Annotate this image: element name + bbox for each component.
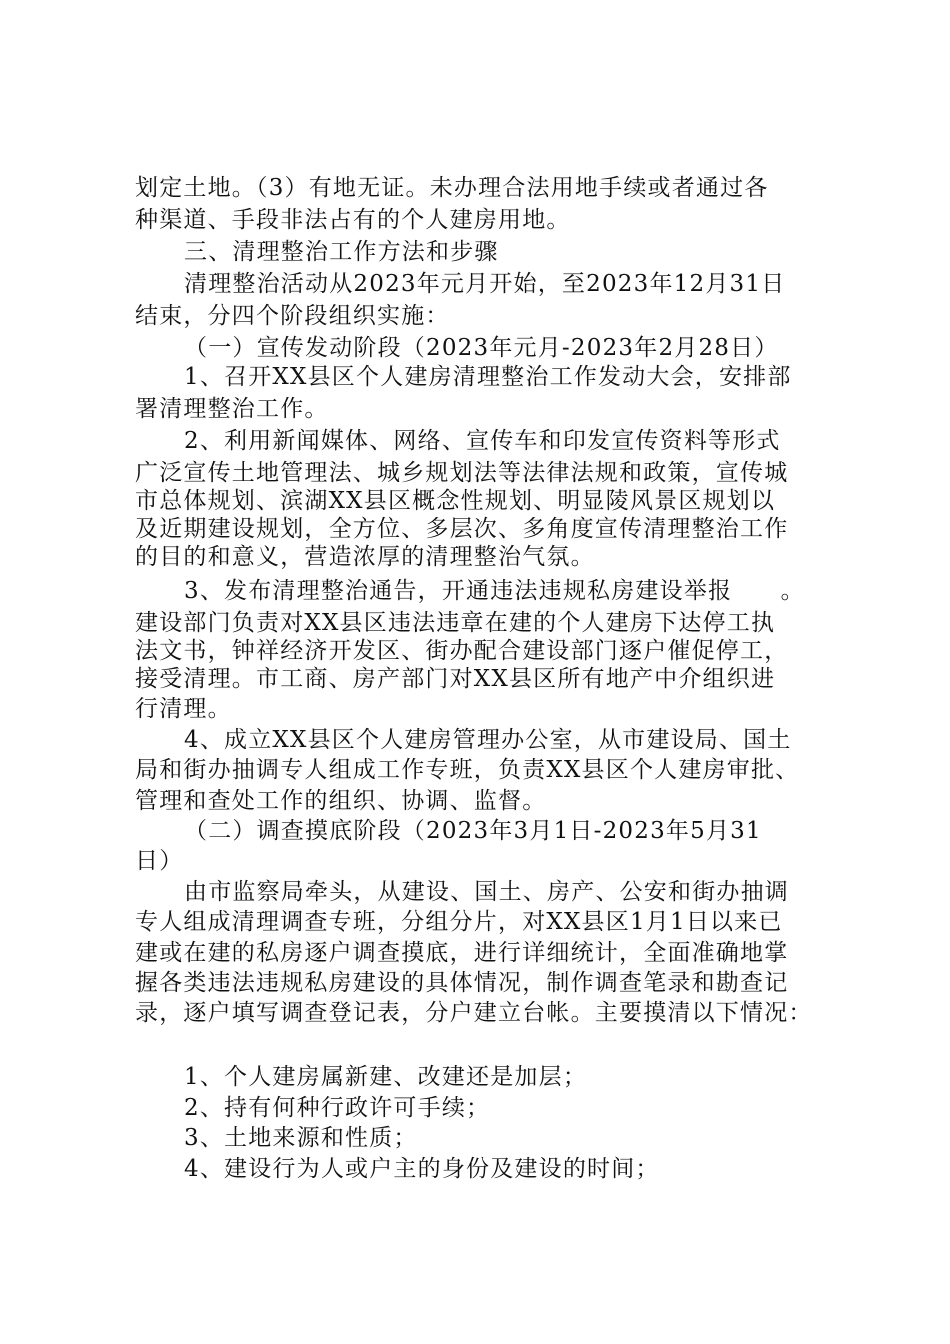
paragraph-line: 法文书，钟祥经济开发区、街办配合建设部门逐户催促停工， xyxy=(135,638,789,664)
paragraph-line: 由市监察局牵头，从建设、国土、房产、公安和街办抽调 xyxy=(184,879,789,905)
paragraph-line: 管理和查处工作的组织、协调、监督。 xyxy=(135,788,547,814)
list-item: 2、利用新闻媒体、网络、宣传车和印发宣传资料等形式 xyxy=(184,428,781,454)
paragraph-line: 建或在建的私房逐户调查摸底，进行详细统计，全面准确地掌 xyxy=(135,940,789,966)
paragraph-line: 清理整治活动从2023年元月开始，至2023年12月31日 xyxy=(184,271,786,297)
list-item: 1、个人建房属新建、改建还是加层； xyxy=(184,1064,588,1090)
paragraph-line: 接受清理。市工商、房产部门对XX县区所有地产中介组织进 xyxy=(135,666,776,692)
paragraph-line: 录，逐户填写调查登记表，分户建立台帐。主要摸清以下情况： xyxy=(135,1000,813,1026)
paragraph-line: 握各类违法违规私房建设的具体情况，制作调查笔录和勘查记 xyxy=(135,970,789,996)
section-heading: 三、清理整治工作方法和步骤 xyxy=(184,239,499,265)
subsection-heading: （二）调查摸底阶段（2023年3月1日-2023年5月31 xyxy=(184,818,762,844)
list-item: 4、建设行为人或户主的身份及建设的时间； xyxy=(184,1156,660,1182)
paragraph-line: 建设部门负责对XX县区违法违章在建的个人建房下达停工执 xyxy=(135,610,776,636)
paragraph-line: 种渠道、手段非法占有的个人建房用地。 xyxy=(135,207,571,233)
paragraph-line: 结束，分四个阶段组织实施： xyxy=(135,303,450,329)
paragraph-line: 及近期建设规划，全方位、多层次、多角度宣传清理整治工作 xyxy=(135,516,789,542)
paragraph-line: 广泛宣传土地管理法、城乡规划法等法律法规和政策，宣传城 xyxy=(135,460,789,486)
paragraph-line: 划定土地。（3）有地无证。未办理合法用地手续或者通过各 xyxy=(135,175,769,201)
paragraph-line: 行清理。 xyxy=(135,696,232,722)
paragraph-line: 专人组成清理调查专班，分组分片，对XX县区1月1日以来已 xyxy=(135,909,783,935)
list-item: 1、召开XX县区个人建房清理整治工作发动大会，安排部 xyxy=(184,364,792,390)
list-item: 4、成立XX县区个人建房管理办公室，从市建设局、国土 xyxy=(184,727,792,753)
paragraph-line: 日） xyxy=(135,848,184,874)
list-item: 3、发布清理整治通告，开通违法违规私房建设举报 。 xyxy=(184,578,805,604)
list-item: 3、土地来源和性质； xyxy=(184,1125,418,1151)
subsection-heading: （一）宣传发动阶段（2023年元月-2023年2月28日） xyxy=(184,335,779,361)
paragraph-line: 署清理整治工作。 xyxy=(135,396,329,422)
list-item: 2、持有何种行政许可手续； xyxy=(184,1095,491,1121)
paragraph-line: 市总体规划、滨湖XX县区概念性规划、明显陵风景区规划以 xyxy=(135,488,776,514)
paragraph-line: 局和街办抽调专人组成工作专班，负责XX县区个人建房审批、 xyxy=(135,757,800,783)
paragraph-line: 的目的和意义，营造浓厚的清理整治气氛。 xyxy=(135,544,595,570)
